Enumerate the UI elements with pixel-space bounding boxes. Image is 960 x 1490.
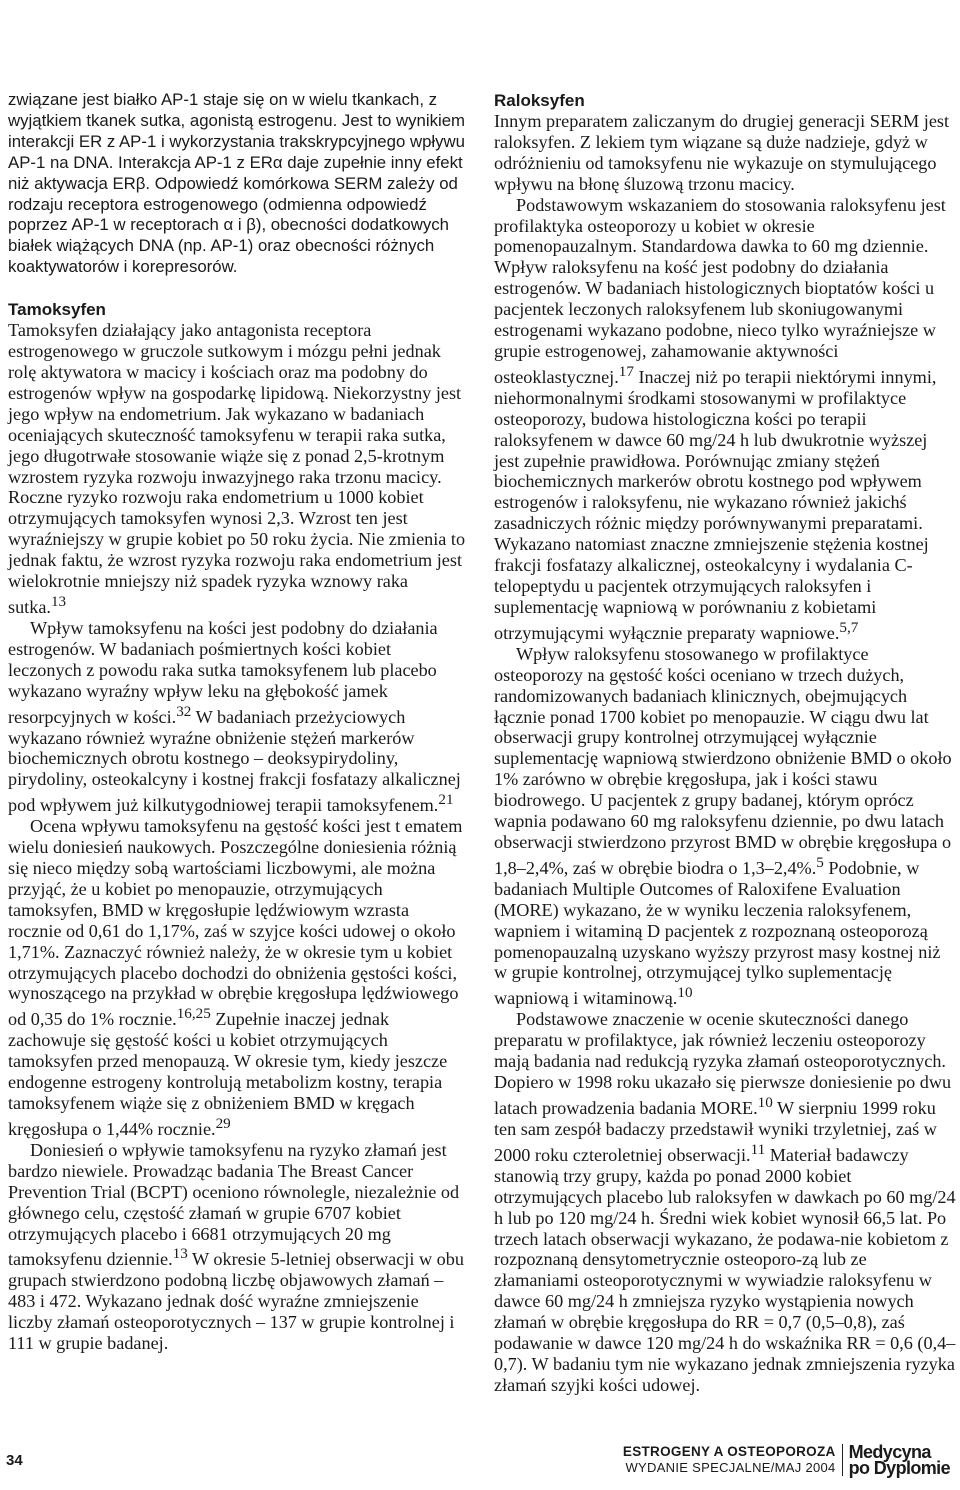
right-column (494, 90, 956, 1396)
paragraph-raloksyfen-3 (494, 644, 956, 1010)
citation-ref: 11 (750, 1140, 766, 1158)
paragraph-tamoksyfen-1 (8, 320, 466, 618)
logo-line-1: Medycyna (848, 1442, 931, 1462)
paragraph-tamoksyfen-2 (8, 618, 466, 816)
citation-ref: 16,25 (176, 1005, 211, 1023)
text-span: Wpływ tamoksyfenu na kości jest podobny do działania estrogenów. W badaniach pośmiertnych kości kobiet leczonych z powodu raka sutka tamoksyfenem lub placebo wykazano wyraźny wpływ leku na głębokość jamek resorpcyjnych w kości. (8, 617, 438, 727)
text-span: Materiał badawczy stanowią trzy grupy, każda po ponad 2000 kobiet otrzymujących placebo lub raloksyfen w dawkach po 60 mg/24 h lub po 120 mg/24 h. Średni wiek kobiet wynosił 66,5 lat. Po trzech latach obserwacji wykazano, że podawa-nie kobietom z rozpoznaną densytometrycznie osteoporo-zą lub ze złamaniami osteoporotycznymi w wywiadzie raloksyfenu w dawce 60 mg/24 h zmniejsza ryzyko wystąpienia nowych złamań w obrębie kręgosłupa do RR = 0,7 (0,5–0,8), zaś podawanie w dawce 120 mg/24 h do wskaźnika RR = 0,6 (0,4–0,7). W badaniu tym nie wykazano jednak zmniejszenia ryzyka złamań szyjki kości udowej. (494, 1144, 956, 1395)
citation-ref: 10 (757, 1093, 773, 1111)
section-heading-raloksyfen: Raloksyfen (494, 91, 585, 110)
journal-section-title: ESTROGENY A OSTEOPOROZA (622, 1444, 836, 1459)
paragraph-intro: związane jest białko AP-1 staje się on w wielu tkankach, z wyjątkiem tkanek sutka, agonistą estrogenu. Jest to wynikiem interakcji ER z AP-1 i wykorzystania trakskrypcyjnego wpływu AP-1 na DNA. Interakcja AP-1 z ERα daje zupełnie inny efekt niż aktywacja ERβ. Odpowiedź komórkowa SERM zależy od rodzaju receptora estrogenowego (odmienna odpowiedź poprzez AP-1 w receptorach α i β), obecności dodatkowych białek wiążących DNA (np. AP-1) oraz obecności różnych koaktywatorów i korepresorów. (8, 90, 466, 277)
text-span: W sierpniu 1999 roku ten sam zespół badaczy przedstawił wyniki trzyletniej, zaś w 2000 roku czteroletniej obserwacji. (494, 1098, 937, 1165)
paragraph-tamoksyfen-3 (8, 816, 466, 1140)
citation-ref: 29 (215, 1114, 231, 1132)
journal-logo (849, 1444, 950, 1476)
paragraph-raloksyfen-2 (494, 195, 956, 644)
paragraph-raloksyfen-1: Innym preparatem zaliczanym do drugiej generacji SERM jest raloksyfen. Z lekiem tym wiązane są duże nadzieje, gdyż w odróżnieniu od tamoksyfenu nie wykazuje on stymulującego wpływu na błonę śluzową trzonu macicy. (494, 111, 950, 194)
citation-ref: 32 (176, 702, 192, 720)
text-span: W okresie 5-letniej obserwacji w obu grupach stwierdzono podobną liczbę objawowych złamań – 483 i 472. Wykazano jednak dość wyraźne zmniejszenie liczby złamań osteoporotycznych – 137 w grupie kontrolnej i 111 w grupie badanej. (8, 1249, 464, 1354)
citation-ref: 13 (172, 1245, 188, 1263)
text-span: Tamoksyfen działający jako antagonista receptora estrogenowego w gruczole sutkowym i mózgu pełni jednak rolę aktywatora w macicy i kościach oraz ma podobny do estrogenów wpływ na gospodarkę lipidową. Niekorzystny jest jego wpływ na endometrium. Jak wykazano w badaniach oceniających skuteczność tamoksyfenu w terapii raka sutka, jego długotrwałe stosowanie wiąże się z ponad 2,5-krotnym wzrostem ryzyka rozwoju inwazyjnego raka trzonu macicy. Roczne ryzyko rozwoju raka endometrium u 1000 kobiet otrzymujących tamoksyfen wynosi 2,3. Wzrost ten jest wyraźniejszy w grupie kobiet po 50 roku życia. Nie zmienia to jednak faktu, że wzrost ryzyka rozwoju raka endometrium jest wielokrotnie mniejszy niż spadek ryzyka wznowy raka sutka. (8, 320, 466, 617)
page-number: 34 (6, 1452, 23, 1469)
citation-ref: 5,7 (839, 618, 859, 636)
paragraph-raloksyfen-4 (494, 1009, 956, 1395)
citation-ref: 13 (50, 592, 67, 610)
text-span: Doniesień o wpływie tamoksyfenu na ryzyko złamań jest bardzo niewiele. Prowadząc badania The Breast Cancer Prevention Trial (BCPT) oceniono równolegle, niezależnie od głównego celu, częstość złamań w grupie 6707 kobiet otrzymujących placebo i 6681 otrzymujących 20 mg tamoksyfenu dziennie. (8, 1139, 460, 1270)
text-span: Inaczej niż po terapii niektórymi innymi, niehormonalnymi środkami stosowanymi w profilaktyce osteoporozy, budowa histologiczna kości po terapii raloksyfenem w dawce 60 mg/24 h lub dwukrotnie wyższej jest zupełnie prawidłowa. Porównując zmiany stężeń biochemicznych markerów obrotu kostnego pod wpływem estrogenów i raloksyfenu, nie wykazano również jakichś zasadniczych różnic między porównywanymi preparatami. Wykazano natomiast znaczne zmniejszenie stężenia kostnej frakcji fosfatazy alkalicznej, osteokalcyny i wydalania C-telopeptydu u pacjentek otrzymujących raloksyfen i suplementację wapniową w porównaniu z kobietami otrzymującymi wyłącznie preparaty wapniowe. (494, 366, 937, 643)
text-span: W badaniach przeżyciowych wykazano również wyraźne obniżenie stężeń markerów biochemicznych obrotu kostnego – deoksypirydoliny, pirydoliny, osteokalcyny i kostnej frakcji fosfatazy alkalicznej pod wpływem już kilkutygodniowej terapii tamoksyfenem. (8, 706, 461, 816)
citation-ref: 10 (677, 984, 693, 1002)
journal-footer (623, 1444, 950, 1476)
text-span: Podobnie, w badaniach Multiple Outcomes of Raloxifene Evaluation (MORE) wykazano, że w wyniku leczenia raloksyfenem, wapniem i witaminą D pacjentek z rozpoznaną osteoporozą pomenopauzalną uzyskano wyższy przyrost masy kostnej niż w grupie kontrolnej, otrzymującej tylko suplementację wapniową i witaminową. (494, 857, 941, 1009)
text-span: Zupełnie inaczej jednak zachowuje się gęstość kości u kobiet otrzymujących tamoksyfen przed menopauzą. W okresie tym, kiedy jeszcze endogenne estrogeny kontrolują metabolizm kostny, terapia tamoksyfenem wiąże się z obniżeniem BMD w kręgach kręgosłupa o 1,44% rocznie. (8, 1009, 448, 1139)
journal-info (623, 1444, 836, 1476)
citation-ref: 17 (618, 362, 634, 380)
paragraph-tamoksyfen-4 (8, 1140, 466, 1354)
citation-ref: 5 (816, 853, 824, 871)
journal-edition: WYDANIE SPECJALNE/MAJ 2004 (625, 1460, 836, 1475)
text-span: Podstawowe znaczenie w ocenie skuteczności danego preparatu w profilaktyce, jak również leczeniu osteoporozy mają badania nad redukcją ryzyka złamań osteoporotycznych. Dopiero w 1998 roku ukazało się pierwsze doniesienie po dwu latach prowadzenia badania MORE. (494, 1009, 952, 1118)
left-column (8, 90, 466, 1354)
text-span: Podstawowym wskazaniem do stosowania raloksyfenu jest profilaktyka osteoporozy u kobiet w okresie pomenopauzalnym. Standardowa dawka to 60 mg dziennie. Wpływ raloksyfenu na kość jest podobny do działania estrogenów. W badaniach histologicznych bioptatów kości u pacjentek leczonych raloksyfenem lub skoniugowanymi estrogenami wykazano podobne, nieco tylko wyraźniejsze w grupie estrogenowej, zahamowanie aktywności osteoklastycznej. (494, 194, 946, 387)
citation-ref: 21 (438, 791, 454, 809)
logo-line-2: po Dyplomie (848, 1458, 950, 1478)
footer-divider (842, 1444, 843, 1476)
section-heading-tamoksyfen: Tamoksyfen (8, 300, 106, 320)
text-span: Wpływ raloksyfenu stosowanego w profilaktyce osteoporozy na gęstość kości oceniano w trzech dużych, randomizowanych badaniach klinicznych, obejmujących łącznie ponad 1700 kobiet po menopauzie. W ciągu dwu lat obserwacji grupy kontrolnej otrzymującej wyłącznie suplementację wapniową stwierdzono obniżenie BMD o około 1% zarówno w obrębie kręgosłupa, jak i kości stawu biodrowego. U pacjentek z grupy badanej, którym oprócz wapnia podawano 60 mg raloksyfenu dziennie, po dwu latach obserwacji stwierdzono przyrost BMD w obrębie kręgosłupa o 1,8–2,4%, zaś w obrębie biodra o 1,3–2,4%. (494, 643, 952, 878)
text-span: Ocena wpływu tamoksyfenu na gęstość kości jest t ematem wielu doniesień naukowych. Poszczególne doniesienia różnią się nieco między sobą wartościami liczbowymi, ale można przyjąć, że u kobiet po menopauzie, otrzymujących tamoksyfen, BMD w kręgosłupie lędźwiowym wzrasta rocznie od 0,61 do 1,17%, zaś w szyjce kości udowej o około 1,71%. Zaznaczyć również należy, że w okresie tym u kobiet otrzymujących placebo dochodzi do obniżenia gęstości kości, wynoszącego na przykład w obrębie kręgosłupa lędźwiowego od 0,35 do 1% rocznie. (8, 816, 463, 1030)
